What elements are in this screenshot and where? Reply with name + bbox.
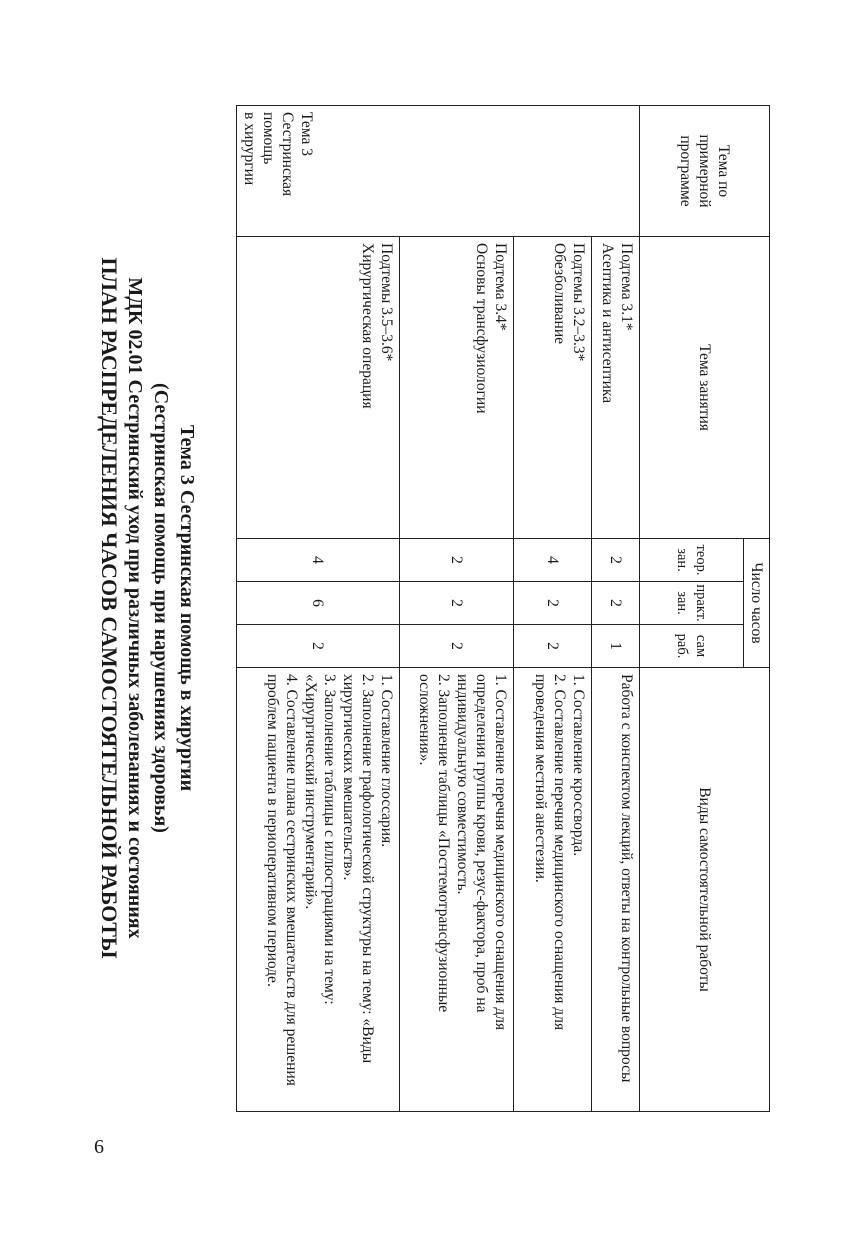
theory-hours: 2 <box>592 539 640 582</box>
table-row <box>400 106 514 1112</box>
self-hours: 2 <box>514 625 592 668</box>
work-types-cell: 1. Составление перечня медицинского оснащения для определения группы крови, резус-фактора, проб на индивидуальную совместимость. 2. Заполнение таблицы «Посттемотрансфузионные осложнения». <box>400 668 514 1112</box>
title-line-3: (Сестринская помощь при нарушениях здоровья) <box>150 383 172 833</box>
rotated-content <box>90 105 770 1111</box>
table-row <box>592 106 640 1112</box>
program-theme-cell: Тема 3 Сестринская помощь в хирургии <box>237 106 640 237</box>
theory-hours: 4 <box>514 539 592 582</box>
header-self: сам раб. <box>640 625 744 668</box>
theory-hours: 2 <box>400 539 514 582</box>
table-row <box>237 106 400 1112</box>
practice-hours: 6 <box>237 582 400 625</box>
hours-distribution-table <box>236 105 770 1112</box>
header-practice: практ. зан. <box>640 582 744 625</box>
title-line-2: МДК 02.01 Сестринский уход при различных заболеваниях и состояниях <box>124 277 146 939</box>
lesson-cell: Подтема 3.1* Асептика и антисептика <box>592 237 640 539</box>
lesson-cell: Подтема 3.4* Основы трансфузиологии <box>400 237 514 539</box>
page-number: 6 <box>94 1136 104 1158</box>
page-title-block <box>90 105 200 1111</box>
table-row <box>514 106 592 1112</box>
practice-hours: 2 <box>592 582 640 625</box>
work-types-cell: Работа с конспектом лекций, ответы на контрольные вопросы <box>592 668 640 1112</box>
title-line-4: Тема 3 Сестринская помощь в хирургии <box>176 424 198 792</box>
header-hours: Число часов <box>744 539 770 668</box>
self-hours: 2 <box>237 625 400 668</box>
title-line-1: ПЛАН РАСПРЕДЕЛЕНИЯ ЧАСОВ САМОСТОЯТЕЛЬНОЙ РАБОТЫ <box>97 257 122 959</box>
lesson-cell: Подтемы 3.2–3.3* Обезболивание <box>514 237 592 539</box>
self-hours: 2 <box>400 625 514 668</box>
practice-hours: 2 <box>400 582 514 625</box>
work-types-cell: 1. Составление кроссворда. 2. Составление перечня медицинского оснащения для проведения местной анестезии. <box>514 668 592 1112</box>
practice-hours: 2 <box>514 582 592 625</box>
header-theory: теор. зан. <box>640 539 744 582</box>
work-types-cell: 1. Составление глоссария. 2. Заполнение графологической структуры на тему: «Виды хирургических вмешательств». 3. Заполнение таблицы с иллюстрациями на тему: «Хирургический инструментарий». 4. Составление плана сестринских вмешательств для решения проблем пациента в периоперативном периоде. <box>237 668 400 1112</box>
header-lesson-theme: Тема занятия <box>640 237 770 539</box>
header-work-types: Виды самостоятельной работы <box>640 668 770 1112</box>
theory-hours: 4 <box>237 539 400 582</box>
self-hours: 1 <box>592 625 640 668</box>
header-program-theme: Тема по примерной программе <box>640 106 770 237</box>
lesson-cell: Подтемы 3.5–3.6* Хирургическая операция <box>237 237 400 539</box>
